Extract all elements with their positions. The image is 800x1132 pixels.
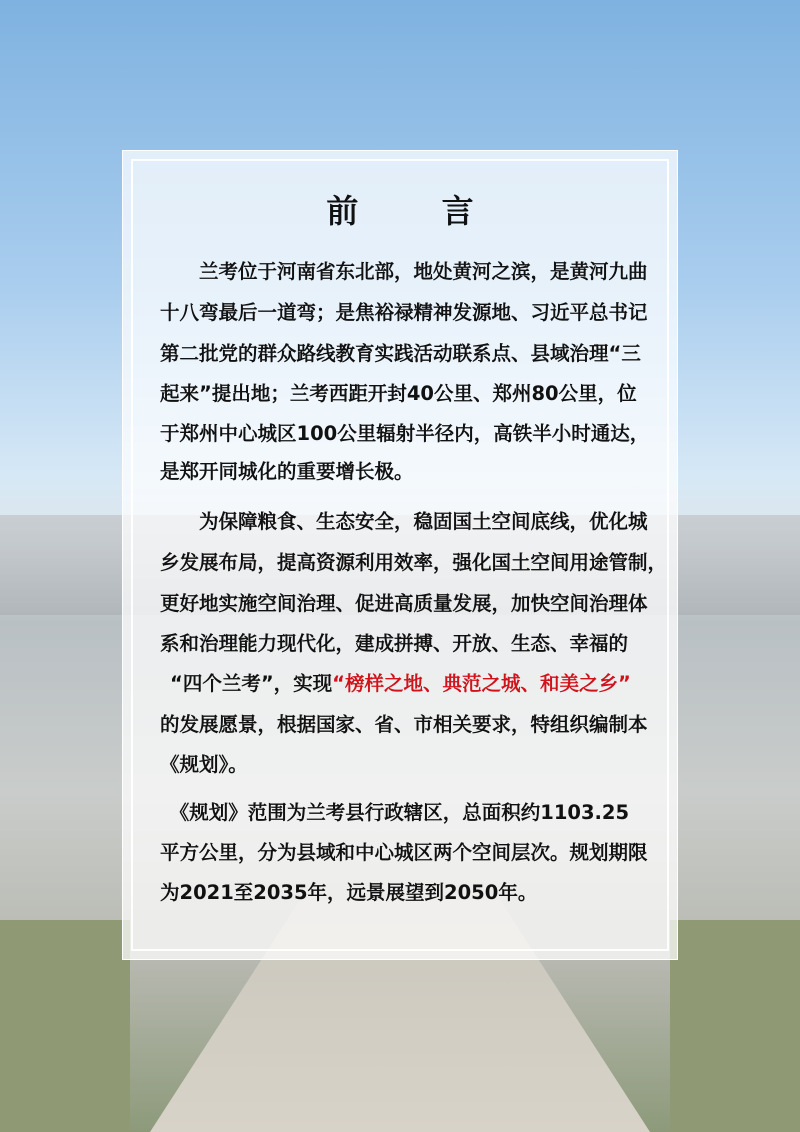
p2-highlight-line [170,668,631,696]
p2-line: 的发展愿景，根据国家、省、市相关要求，特组织编制本 [160,713,648,736]
p1-line: 起来”提出地；兰考西距开封40公里、郑州80公里，位 [160,382,637,405]
page-title: 前 言 [326,192,510,230]
p2-line: 《规划》。 [160,753,248,776]
p3-line: 为2021至2035年，远景展望到2050年。 [160,881,538,904]
p3-line: 平方公里，分为县域和中心城区两个空间层次。规划期限 [160,841,648,864]
background-grass-right [670,920,800,1132]
highlight-slogan: “榜样之地、典范之城、和美之乡” [332,672,631,695]
p2-line: 为保障粮食、生态安全，稳固国土空间底线，优化城 [160,510,648,533]
p2-line: 更好地实施空间治理、促进高质量发展，加快空间治理体 [160,592,648,615]
p3-line: 《规划》范围为兰考县行政辖区，总面积约1103.25 [160,801,630,824]
p1-line: 十八弯最后一道弯；是焦裕禄精神发源地、习近平总书记 [160,301,648,324]
p2-line: 乡发展布局，提高资源利用效率，强化国土空间用途管制， [160,551,668,574]
background-grass-left [0,920,130,1132]
p1-line: 第二批党的群众路线教育实践活动联系点、县域治理“三 [160,342,641,365]
p1-line: 于郑州中心城区100公里辐射半径内，高铁半小时通达， [160,422,650,445]
four-lankao-text: “四个兰考”，实现 [170,672,333,695]
p2-line: 系和治理能力现代化，建成拼搏、开放、生态、幸福的 [160,632,629,655]
p1-line: 兰考位于河南省东北部，地处黄河之滨，是黄河九曲 [160,260,648,283]
p1-line: 是郑开同城化的重要增长极。 [160,460,414,483]
